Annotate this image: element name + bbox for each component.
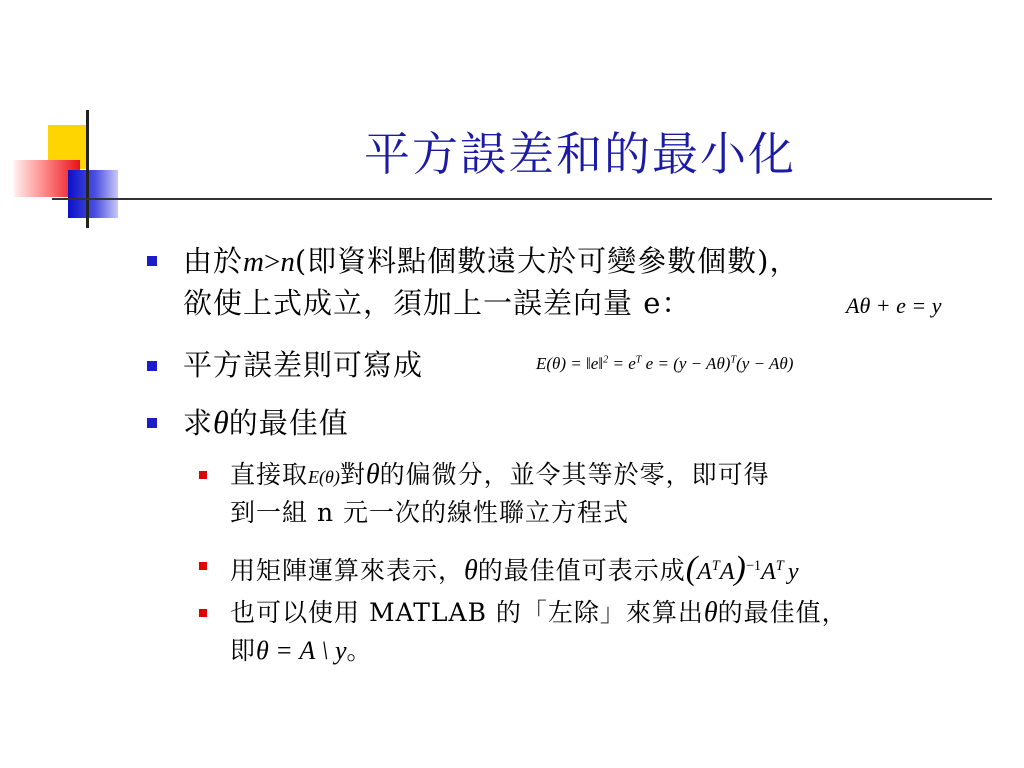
eq-sup: T: [730, 354, 737, 366]
eq-part: A: [697, 559, 712, 585]
squared-error-equation: [536, 354, 793, 374]
eq-part: E(θ) = ‖e‖: [536, 354, 604, 373]
math-theta: θ: [365, 459, 380, 490]
text-span: 求: [183, 406, 214, 440]
subbullet-1-line-1: [230, 461, 770, 489]
eq-sup: −1: [745, 558, 762, 574]
text-span: 用矩陣運算來表示，: [230, 556, 465, 585]
text-span: 的偏微分，並令其等於零，即可得: [379, 460, 770, 489]
paren: (: [685, 550, 698, 587]
eq-part: e = (y − Aθ): [641, 354, 731, 373]
eq-sup: T: [775, 558, 784, 574]
text-span: 即: [230, 636, 257, 665]
text-span: 直接取: [230, 460, 309, 489]
text-span: 的最佳值: [228, 406, 349, 440]
math-theta: θ: [213, 404, 229, 440]
subbullet-3-line-1: [230, 599, 848, 627]
subbullet-marker: [199, 609, 207, 617]
bullet-marker: [147, 361, 157, 371]
bullet-marker: [147, 256, 157, 266]
eq-sup: T: [635, 354, 642, 366]
math-theta: θ: [464, 555, 478, 586]
math-e-theta: E(θ): [308, 467, 340, 487]
eq-part: = e: [608, 354, 636, 373]
slide-title: 平方誤差和的最小化: [364, 127, 796, 181]
equation-a-theta-e-y: Aθ + e = y: [846, 293, 942, 318]
text-span: 欲使上式成立，須加上一誤差向量 e：: [183, 286, 692, 320]
math-left-division: θ = A \ y: [256, 636, 347, 665]
text-span: 對: [339, 460, 366, 489]
math-gt: >: [263, 246, 281, 278]
subbullet-2-text: [230, 552, 798, 586]
text-span: 由於: [183, 244, 244, 278]
subbullet-3-line-2: [230, 638, 373, 664]
text-span: 也可以使用 MATLAB 的「左除」來算出: [230, 598, 704, 627]
math-m: m: [243, 246, 264, 278]
math-n: n: [280, 246, 295, 278]
subbullet-marker: [199, 562, 207, 570]
eq-part: y: [787, 559, 799, 585]
paren: ): [734, 550, 746, 587]
eq-sup: 2: [603, 354, 609, 366]
eq-part: A: [761, 559, 776, 585]
bullet-3-text: [183, 406, 349, 438]
math-theta: θ: [703, 597, 718, 628]
bullet-2-text: 平方誤差則可寫成: [183, 348, 424, 382]
subbullet-marker: [199, 471, 207, 479]
text-span: (即資料點個數遠大於可變參數個數)，: [294, 244, 800, 278]
text-span: 。: [346, 636, 373, 665]
bullet-1-line-2: [183, 286, 692, 320]
eq-part: A: [719, 559, 735, 585]
normal-equation: [685, 550, 799, 587]
bullet-1-line-1: [183, 244, 800, 278]
eq-part: (y − Aθ): [736, 354, 794, 373]
text-span: 的最佳值可表示成: [477, 556, 686, 585]
bullet-marker: [147, 418, 157, 428]
eq-sup: T: [711, 558, 720, 574]
text-span: 的最佳值，: [717, 598, 848, 627]
subbullet-1-line-2: 到一組 n 元一次的線性聯立方程式: [230, 498, 629, 527]
